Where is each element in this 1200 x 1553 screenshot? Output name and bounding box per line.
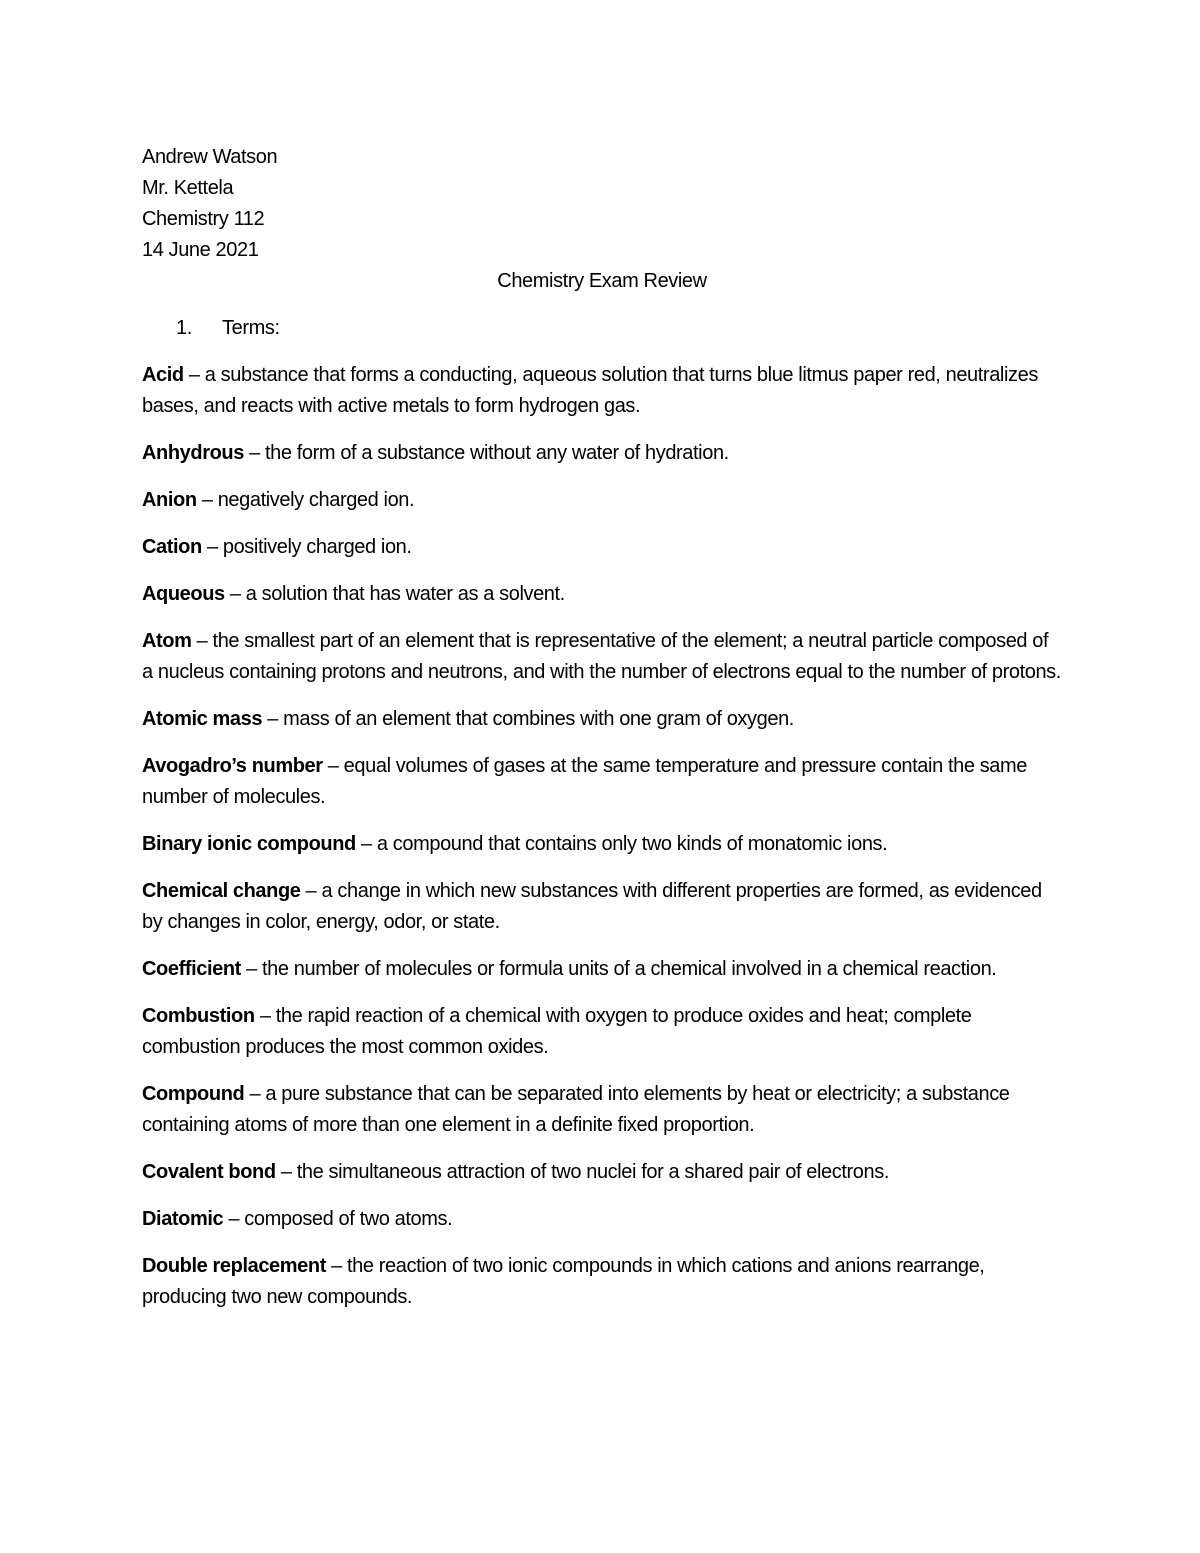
term-entry (142, 485, 1062, 516)
term-list (142, 360, 1062, 1313)
term-entry (142, 626, 1062, 688)
term-name: Atomic mass (142, 708, 263, 730)
term-definition: – a pure substance that can be separated into elements by heat or electricity; a substance containing atoms of more than one element in a definite fixed proportion. (142, 1083, 1010, 1136)
term-definition: – the reaction of two ionic compounds in which cations and anions rearrange, producing two new compounds. (142, 1255, 985, 1308)
term-name: Combustion (142, 1005, 255, 1027)
term-entry (142, 829, 1062, 860)
term-entry (142, 876, 1062, 938)
term-name: Double replacement (142, 1255, 326, 1277)
term-entry (142, 751, 1062, 813)
term-entry (142, 1157, 1062, 1188)
term-definition: – a substance that forms a conducting, aqueous solution that turns blue litmus paper red, neutralizes bases, and reacts with active metals to form hydrogen gas. (142, 364, 1038, 417)
term-name: Atom (142, 630, 192, 652)
term-name: Anion (142, 489, 197, 511)
section-heading (142, 313, 1062, 344)
term-definition: – the form of a substance without any water of hydration. (243, 442, 729, 464)
term-name: Compound (142, 1083, 245, 1105)
term-definition: – the smallest part of an element that is representative of the element; a neutral particle composed of a nucleus containing protons and neutrons, and with the number of electrons equal to the number of protons. (142, 630, 1061, 683)
term-name: Coefficient (142, 958, 241, 980)
term-entry (142, 438, 1062, 469)
section-number: 1. (176, 317, 192, 339)
document-body (142, 142, 1062, 1329)
term-entry (142, 1079, 1062, 1141)
term-entry (142, 1001, 1062, 1063)
term-definition: – a change in which new substances with different properties are formed, as evidenced by changes in color, energy, odor, or state. (142, 880, 1042, 933)
term-definition: – a compound that contains only two kinds of monatomic ions. (355, 833, 888, 855)
term-definition: – mass of an element that combines with one gram of oxygen. (262, 708, 794, 730)
course-name: Chemistry 112 (142, 208, 265, 230)
author-name: Andrew Watson (142, 146, 278, 168)
term-entry (142, 532, 1062, 563)
term-name: Diatomic (142, 1208, 224, 1230)
term-definition: – positively charged ion. (201, 536, 412, 558)
term-definition: – composed of two atoms. (223, 1208, 453, 1230)
term-entry (142, 1204, 1062, 1235)
term-entry (142, 954, 1062, 985)
term-entry (142, 360, 1062, 422)
term-definition: – negatively charged ion. (196, 489, 415, 511)
term-entry (142, 1251, 1062, 1313)
term-name: Anhydrous (142, 442, 244, 464)
term-name: Covalent bond (142, 1161, 276, 1183)
section-label: Terms: (222, 317, 280, 339)
term-definition: – the simultaneous attraction of two nuclei for a shared pair of electrons. (275, 1161, 889, 1183)
term-definition: – equal volumes of gases at the same temperature and pressure contain the same number of molecules. (142, 755, 1028, 808)
term-name: Cation (142, 536, 202, 558)
term-definition: – the number of molecules or formula units of a chemical involved in a chemical reaction. (240, 958, 997, 980)
term-name: Avogadro’s number (142, 755, 323, 777)
instructor-name: Mr. Kettela (142, 177, 234, 199)
term-entry (142, 704, 1062, 735)
term-name: Binary ionic compound (142, 833, 356, 855)
term-definition: – the rapid reaction of a chemical with oxygen to produce oxides and heat; complete combustion produces the most common oxides. (142, 1005, 972, 1058)
term-name: Chemical change (142, 880, 301, 902)
term-name: Acid (142, 364, 184, 386)
document-date: 14 June 2021 (142, 239, 259, 261)
term-entry (142, 579, 1062, 610)
term-definition: – a solution that has water as a solvent. (224, 583, 565, 605)
document-title: Chemistry Exam Review (497, 270, 707, 292)
term-name: Aqueous (142, 583, 225, 605)
